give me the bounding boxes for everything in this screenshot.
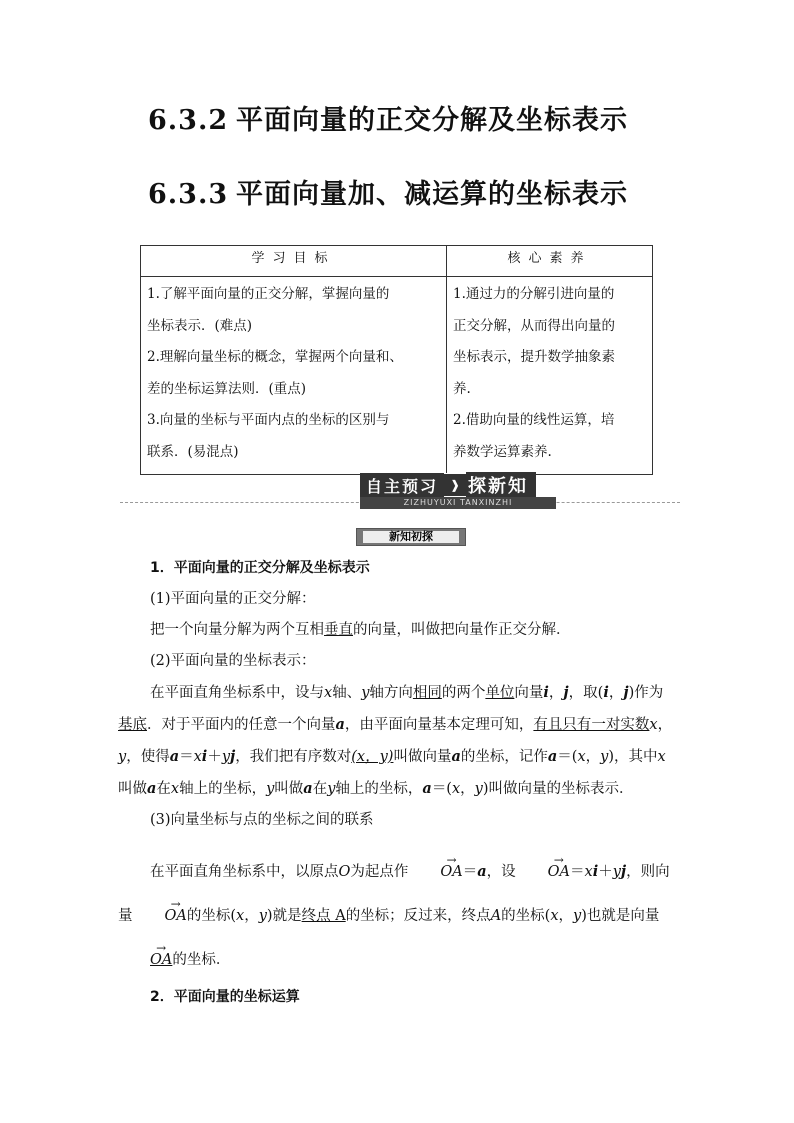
heading-2: 2．平面向量的坐标运算	[150, 989, 300, 1005]
title-2-text: 平面向量加、减运算的坐标表示	[236, 179, 628, 210]
title-2	[148, 172, 628, 211]
goal-line: 2.理解向量坐标的概念，掌握两个向量和、	[147, 349, 403, 365]
lesson-body	[118, 553, 674, 1013]
goals-table	[140, 245, 653, 475]
goal-line: 1.了解平面向量的正交分解，掌握向量的	[147, 286, 390, 302]
section-banner	[360, 473, 536, 507]
literacy-line: 坐标表示，提升数学抽象素	[453, 349, 615, 365]
literacy-line: 养数学运算素养.	[453, 443, 552, 460]
chevron-right-icon: ❱	[444, 474, 466, 496]
title-1	[148, 98, 628, 137]
literacy-line: 正交分解，从而得出向量的	[453, 317, 615, 334]
banner-title-right: 探新知	[466, 472, 536, 498]
vector-oa: → OA	[118, 938, 172, 982]
subheading-1: (1)平面向量的正交分解：	[150, 591, 316, 607]
literacy-line: 1.通过力的分解引进向量的	[453, 286, 615, 302]
badge-label: 新知初探	[363, 531, 459, 543]
header-core-literacy: 核心素养	[447, 246, 653, 277]
header-learning-goals: 学习目标	[141, 246, 447, 277]
core-literacy-cell	[447, 277, 653, 475]
title-1-text: 平面向量的正交分解及坐标表示	[236, 105, 628, 136]
vector-oa: → OA	[133, 894, 187, 938]
literacy-line: 2.借助向量的线性运算，培	[453, 412, 615, 428]
paragraph-1: 把一个向量分解为两个互相垂直的向量，叫做把向量作正交分解．	[150, 622, 571, 638]
vector-oa: → OA	[516, 850, 570, 894]
banner-title-left: 自主预习	[360, 473, 444, 498]
subheading-3: (3)向量坐标与点的坐标之间的联系	[150, 812, 374, 828]
vector-oa: → OA	[408, 850, 462, 894]
banner-pinyin: ZIZHUYUXI TANXINZHI	[360, 497, 556, 509]
paragraph-3: 在平面直角坐标系中，以原点O为起点作→ OA＝a，设→ OA＝xi＋yj，则向量→ OA的坐标(x，y)就是终点 A的坐标；反过来，终点A的坐标(x，y)也就是向量→ OA的坐标．	[118, 850, 674, 982]
literacy-line: 养.	[453, 380, 471, 397]
goal-line: 3.向量的坐标与平面内点的坐标的区别与	[147, 412, 390, 428]
goal-line: 坐标表示．(难点)	[147, 317, 253, 334]
subheading-2: (2)平面向量的坐标表示：	[150, 653, 316, 669]
title-2-number: 6.3.3	[148, 179, 229, 210]
goal-line: 联系．(易混点)	[147, 443, 239, 460]
heading-1: 1．平面向量的正交分解及坐标表示	[150, 560, 370, 576]
goal-line: 差的坐标运算法则．(重点)	[147, 380, 307, 397]
title-1-number: 6.3.2	[148, 105, 229, 136]
learning-goals-cell	[141, 277, 447, 475]
new-knowledge-badge	[356, 528, 466, 546]
paragraph-2: 在平面直角坐标系中，设与x轴、y轴方向相同的两个单位向量i，j，取(i，j)作为基底．对于平面内的任意一个向量a，由平面向量基本定理可知，有且只有一对实数x，y，使得a＝xi＋yj，我们把有序数对(x，y)叫做向量a的坐标，记作a＝(x，y)，其中x叫做a在x轴上的坐标，y叫做a在y轴上的坐标，a＝(x，y)叫做向量的坐标表示．	[118, 684, 673, 797]
